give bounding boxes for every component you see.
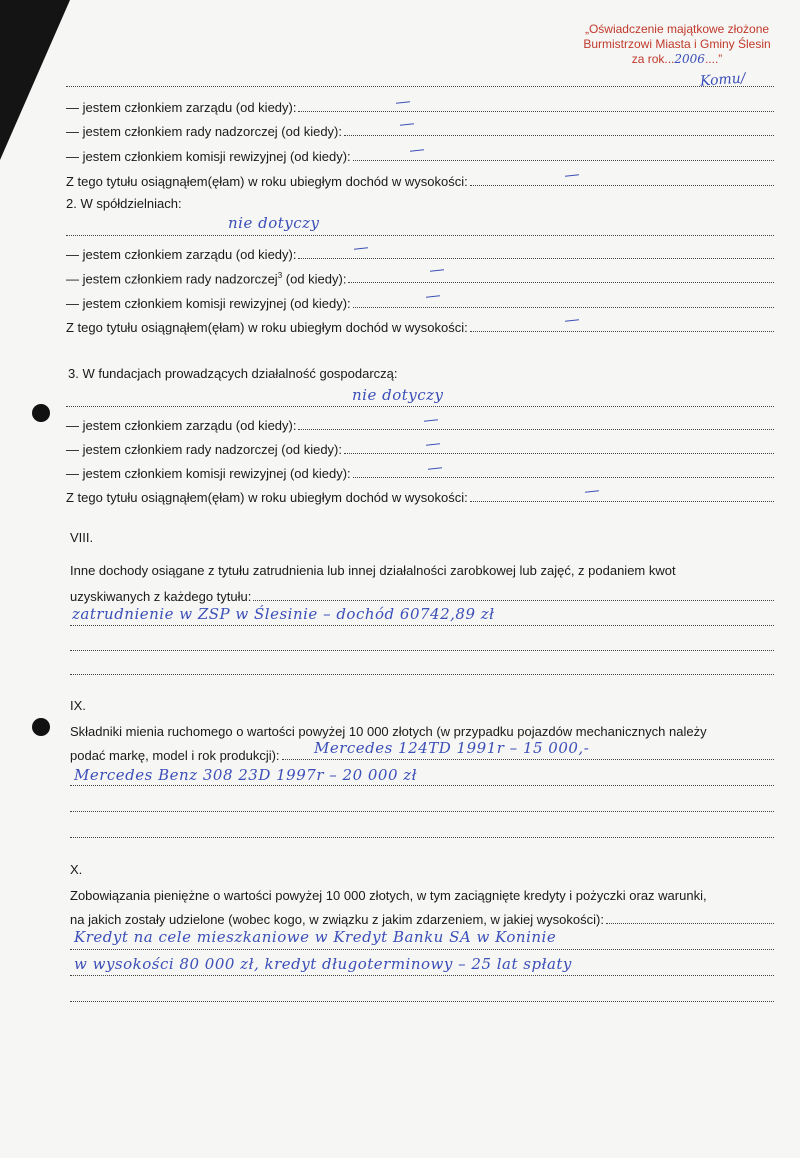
section-x-handwritten-1: Kredyt na cele mieszkaniowe w Kredyt Banku SA w Koninie xyxy=(74,928,557,946)
signature: Komu/ xyxy=(699,70,747,90)
field-member-board: — jestem członkiem zarządu (od kiedy): xyxy=(66,415,774,433)
field-member-supervisory: — jestem członkiem rady nadzorczej$^3$ (od kiedy): xyxy=(66,268,774,286)
stamp-line-2: Burmistrzowi Miasta i Gminy Ślesin xyxy=(583,37,771,51)
field-member-audit: — jestem członkiem komisji rewizyjnej (od kiedy): xyxy=(66,293,774,311)
blank-line xyxy=(66,221,774,239)
blank-line xyxy=(66,392,774,410)
field-member-supervisory: — jestem członkiem rady nadzorczej (od kiedy): xyxy=(66,439,774,457)
stamp-year: 2006 xyxy=(674,52,705,66)
section-viii-handwritten: zatrudnienie w ZSP w Ślesinie – dochód 60742,89 zł xyxy=(72,605,495,623)
torn-corner xyxy=(0,0,70,160)
section-ix-handwritten-2: Mercedes Benz 308 23D 1997r – 20 000 zł xyxy=(74,766,418,784)
office-stamp xyxy=(566,22,788,67)
field-movable-assets: podać markę, model i rok produkcji): xyxy=(70,745,774,763)
blank-line xyxy=(70,961,774,979)
field-member-audit: — jestem członkiem komisji rewizyjnej (od kiedy): xyxy=(66,463,774,481)
section-x-heading: X. xyxy=(70,862,83,877)
field-member-supervisory: — jestem członkiem rady nadzorczej (od kiedy): xyxy=(66,121,774,139)
blank-line xyxy=(70,987,774,1005)
stamp-line-1: „Oświadczenie majątkowe złożone xyxy=(584,22,770,36)
section-viii-text: Inne dochody osiągane z tytułu zatrudnienia lub innej działalności zarobkowej lub zajęć, z podaniem kwot xyxy=(70,563,676,578)
section-3-title: 3. W fundacjach prowadzących działalność gospodarczą: xyxy=(68,366,398,381)
field-other-income: uzyskiwanych z każdego tytułu: xyxy=(70,586,774,604)
field-liabilities: na jakich zostały udzielone (wobec kogo, w związku z jakim zdarzeniem, w jakiej wysokości): xyxy=(70,909,774,927)
section-3-handwritten: nie dotyczy xyxy=(352,386,444,404)
blank-line xyxy=(70,823,774,841)
blank-line xyxy=(70,797,774,815)
punch-hole-icon xyxy=(32,404,50,422)
section-2-handwritten: nie dotyczy xyxy=(228,214,320,232)
punch-hole-icon xyxy=(32,718,50,736)
blank-line xyxy=(70,611,774,629)
section-viii-heading: VIII. xyxy=(70,530,94,545)
blank-line xyxy=(66,72,774,90)
section-x-handwritten-2: w wysokości 80 000 zł, kredyt długoterminowy – 25 lat spłaty xyxy=(74,955,572,973)
blank-line xyxy=(70,935,774,953)
section-2-title: 2. W spółdzielniach: xyxy=(66,196,182,211)
blank-line xyxy=(70,771,774,789)
blank-line xyxy=(70,660,774,678)
section-x-text: Zobowiązania pieniężne o wartości powyżej 10 000 złotych, w tym zaciągnięte kredyty i pożyczki oraz warunki, xyxy=(70,888,707,903)
blank-line xyxy=(70,636,774,654)
section-ix-text: Składniki mienia ruchomego o wartości powyżej 10 000 złotych (w przypadku pojazdów mechanicznych należy xyxy=(70,724,707,739)
field-income: Z tego tytułu osiągnąłem(ęłam) w roku ubiegłym dochód w wysokości: xyxy=(66,317,774,335)
field-member-audit: — jestem członkiem komisji rewizyjnej (od kiedy): xyxy=(66,146,774,164)
field-income: Z tego tytułu osiągnąłem(ęłam) w roku ubiegłym dochód w wysokości: xyxy=(66,487,774,505)
section-ix-handwritten-1: Mercedes 124TD 1991r – 15 000,- xyxy=(314,739,590,757)
stamp-line-3: za rok...2006....” xyxy=(631,52,723,66)
field-income: Z tego tytułu osiągnąłem(ęłam) w roku ubiegłym dochód w wysokości: xyxy=(66,171,774,189)
field-member-board: — jestem członkiem zarządu (od kiedy): xyxy=(66,97,774,115)
section-ix-heading: IX. xyxy=(70,698,86,713)
field-member-board: — jestem członkiem zarządu (od kiedy): xyxy=(66,244,774,262)
